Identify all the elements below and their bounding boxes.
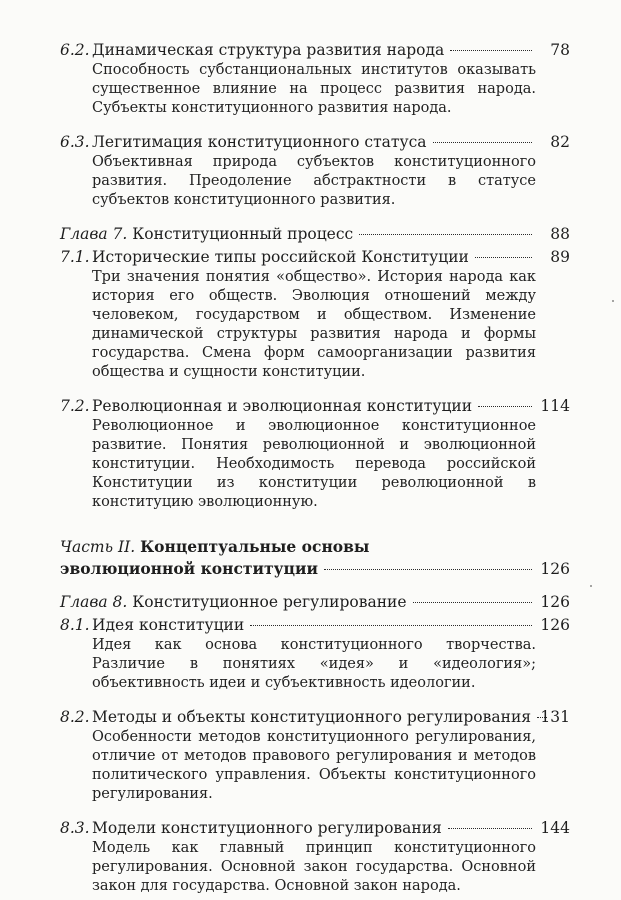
toc-heading-row bbox=[60, 592, 570, 613]
toc-entry-8-2 bbox=[60, 707, 570, 804]
table-of-contents bbox=[60, 40, 570, 896]
toc-heading-row bbox=[60, 707, 570, 728]
toc-heading-row bbox=[60, 558, 570, 580]
section-title: Динамическая структура развития народа bbox=[92, 41, 445, 59]
part-title-line2: эволюционной конституции bbox=[60, 559, 318, 578]
section-title: Модели конституционного регулирования bbox=[92, 819, 442, 837]
page-number: 131 bbox=[540, 708, 570, 726]
toc-heading-row bbox=[60, 40, 570, 61]
page-number: 126 bbox=[540, 593, 570, 611]
scan-speck bbox=[612, 300, 614, 302]
dot-leader bbox=[359, 234, 532, 235]
page-number: 126 bbox=[540, 560, 570, 578]
part-heading-line bbox=[60, 536, 570, 558]
dot-leader bbox=[478, 406, 532, 407]
page-number: 126 bbox=[540, 616, 570, 634]
dot-leader bbox=[475, 257, 532, 258]
toc-entry-7-2 bbox=[60, 396, 570, 512]
dot-leader bbox=[433, 142, 532, 143]
section-title: Идея конституции bbox=[92, 616, 245, 634]
toc-entry-6-2 bbox=[60, 40, 570, 118]
toc-entry-8-1 bbox=[60, 615, 570, 693]
toc-chapter-8 bbox=[60, 592, 570, 613]
section-number: 8.2. bbox=[60, 708, 90, 726]
page-number: 82 bbox=[550, 133, 570, 151]
section-description: Идея как основа конституционного творчества. Различие в понятиях «идея» и «идеология»; объективность идеи и субъективность идеологии. bbox=[92, 637, 536, 691]
toc-heading-row bbox=[60, 132, 570, 153]
section-description: Особенности методов конституционного регулирования, отличие от методов правового регулирования и методов политического управления. Объекты конституционного регулирования. bbox=[92, 729, 536, 802]
toc-heading-row bbox=[60, 224, 570, 245]
dot-leader bbox=[413, 602, 532, 603]
dot-leader bbox=[324, 569, 532, 570]
chapter-number: Глава 7. bbox=[60, 225, 128, 243]
section-number: 6.2. bbox=[60, 41, 90, 59]
page-number: 88 bbox=[550, 225, 570, 243]
section-description: Три значения понятия «общество». История народа как история его обществ. Эволюция отношений между человеком, государством и обществом. Изменение динамической структуры развития народа и формы государства. Смена форм самоорганизации развития общества и сущности конституции. bbox=[92, 269, 536, 380]
section-title: Легитимация конституционного статуса bbox=[92, 133, 427, 151]
dot-leader bbox=[448, 828, 532, 829]
section-title: Методы и объекты конституционного регулирования bbox=[92, 708, 532, 726]
page-number: 89 bbox=[550, 248, 570, 266]
dot-leader bbox=[450, 50, 532, 51]
chapter-title: Конституционный процесс bbox=[132, 225, 354, 243]
section-number: 7.1. bbox=[60, 248, 90, 266]
chapter-number: Глава 8. bbox=[60, 593, 128, 611]
toc-entry-8-3 bbox=[60, 818, 570, 896]
dot-leader bbox=[537, 717, 547, 718]
section-number: 6.3. bbox=[60, 133, 90, 151]
page-number: 144 bbox=[540, 819, 570, 837]
toc-heading-row bbox=[60, 247, 570, 268]
toc-heading-row bbox=[60, 396, 570, 417]
section-description: Революционное и эволюционное конституционное развитие. Понятия революционной и эволюционной конституции. Необходимость перевода российской Конституции из конституции революционной в конституцию эволюционную. bbox=[92, 418, 536, 510]
section-description: Способность субстанциональных институтов оказывать существенное влияние на процесс развития народа. Субъекты конституционного развития народа. bbox=[92, 62, 536, 116]
toc-entry-7-1 bbox=[60, 247, 570, 382]
part-title-line1: Концептуальные основы bbox=[140, 537, 370, 556]
page-number: 78 bbox=[550, 41, 570, 59]
section-title: Революционная и эволюционная конституции bbox=[92, 397, 473, 415]
section-description: Объективная природа субъектов конституционного развития. Преодоление абстрактности в статусе субъектов конституционного развития. bbox=[92, 154, 536, 208]
section-number: 7.2. bbox=[60, 397, 90, 415]
section-number: 8.3. bbox=[60, 819, 90, 837]
toc-chapter-7 bbox=[60, 224, 570, 245]
toc-part-2 bbox=[60, 536, 570, 580]
section-title: Исторические типы российской Конституции bbox=[92, 248, 469, 266]
page-number: 114 bbox=[540, 397, 570, 415]
section-description: Модель как главный принцип конституционного регулирования. Основной закон государства. Основной закон для государства. Основной закон народа. bbox=[92, 840, 536, 894]
toc-entry-6-3 bbox=[60, 132, 570, 210]
part-number: Часть II. bbox=[60, 538, 136, 556]
dot-leader bbox=[250, 625, 532, 626]
scan-speck bbox=[590, 585, 592, 587]
toc-heading-row bbox=[60, 615, 570, 636]
section-number: 8.1. bbox=[60, 616, 90, 634]
toc-heading-row bbox=[60, 818, 570, 839]
chapter-title: Конституционное регулирование bbox=[132, 593, 407, 611]
